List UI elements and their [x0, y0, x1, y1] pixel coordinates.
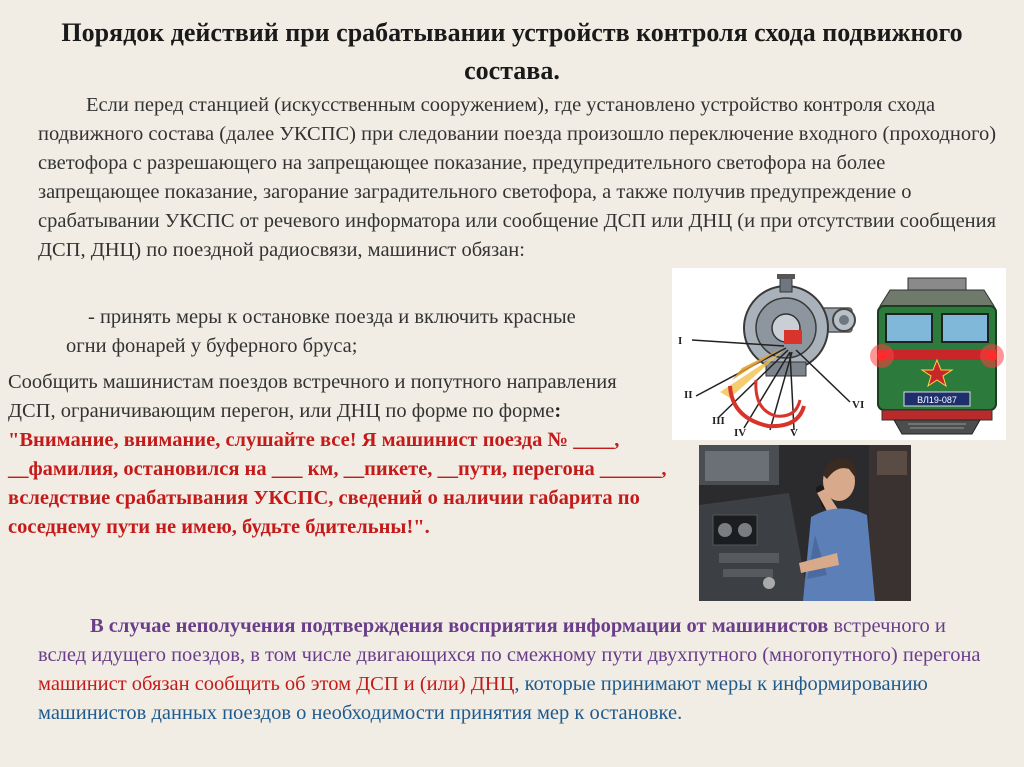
- page-title: Порядок действий при срабатывании устройств контроля схода подвижного состава.: [61, 18, 963, 85]
- locomotive-illustration: [868, 268, 1006, 440]
- notify-instruction: Сообщить машинистам поездов встречного и попутного направления ДСП, ограничивающим перегон, или ДНЦ по форме по форме: [8, 371, 617, 422]
- notify-paragraph: [8, 368, 668, 542]
- intro-paragraph: [38, 91, 998, 265]
- intro-first-line: Если перед станцией (искусственным сооружением), где установлено устройство: [86, 94, 799, 116]
- final-consequence: , которые принимают меры к информированию машинистов данных поездов о необходимости принятия мер к остановке.: [38, 673, 928, 724]
- uksps-device-illustration: [672, 268, 868, 440]
- final-obligation: машинист обязан сообщить об этом ДСП и (или) ДНЦ: [38, 673, 515, 695]
- driver-cab-illustration: [699, 445, 911, 601]
- bullet-line-2: огни фонарей у буферного бруса;: [66, 335, 358, 357]
- device-label-1: I: [678, 335, 683, 347]
- final-lead: В случае неполучения подтверждения восприятия информации от машинистов: [90, 615, 829, 637]
- driver-cab-graphic: [699, 445, 911, 601]
- locomotive-number-plate: ВЛ19-087: [917, 395, 957, 405]
- bullet-line-1: - принять меры к остановке поезда и включить красные: [88, 306, 576, 328]
- final-condition: встречного и вслед идущего поездов, в том числе двигающихся по смежному пути двухпутного (многопутного) перегона: [38, 615, 981, 666]
- device-label-6: VI: [852, 399, 865, 411]
- locomotive-graphic: [868, 268, 1006, 440]
- uksps-device-graphic: [672, 268, 868, 440]
- intro-text: контроля схода подвижного состава (далее УКСПС) при следовании поезда произошло переключение входного (проходного) светофора с разрешающего на запрещающее показание, предупредительного светофора на более запрещающее показание, загорание заградительного светофора, а также получив предупреждение о срабатывании УКСПС от речевого информатора или сообщение ДСП или ДНЦ (и при отсутствии сообщения ДСП, ДНЦ) по поездной радиосвязи, машинист обязан:: [38, 94, 997, 261]
- radio-message-template: "Внимание, внимание, слушайте все! Я машинист поезда № ____, __фамилия, остановился на ___ км, __пикете, __пути, перегона ______, вследствие срабатывания УКСПС, сведений о наличии габарита по соседнему пути не имею, будьте бдительны!".: [8, 429, 667, 538]
- device-label-4: IV: [734, 427, 747, 439]
- device-label-2: II: [684, 389, 693, 401]
- notify-colon: :: [554, 400, 562, 422]
- bullet-item: [38, 303, 678, 361]
- final-paragraph: [38, 612, 998, 728]
- device-label-3: III: [712, 415, 725, 427]
- device-label-5: V: [790, 427, 798, 439]
